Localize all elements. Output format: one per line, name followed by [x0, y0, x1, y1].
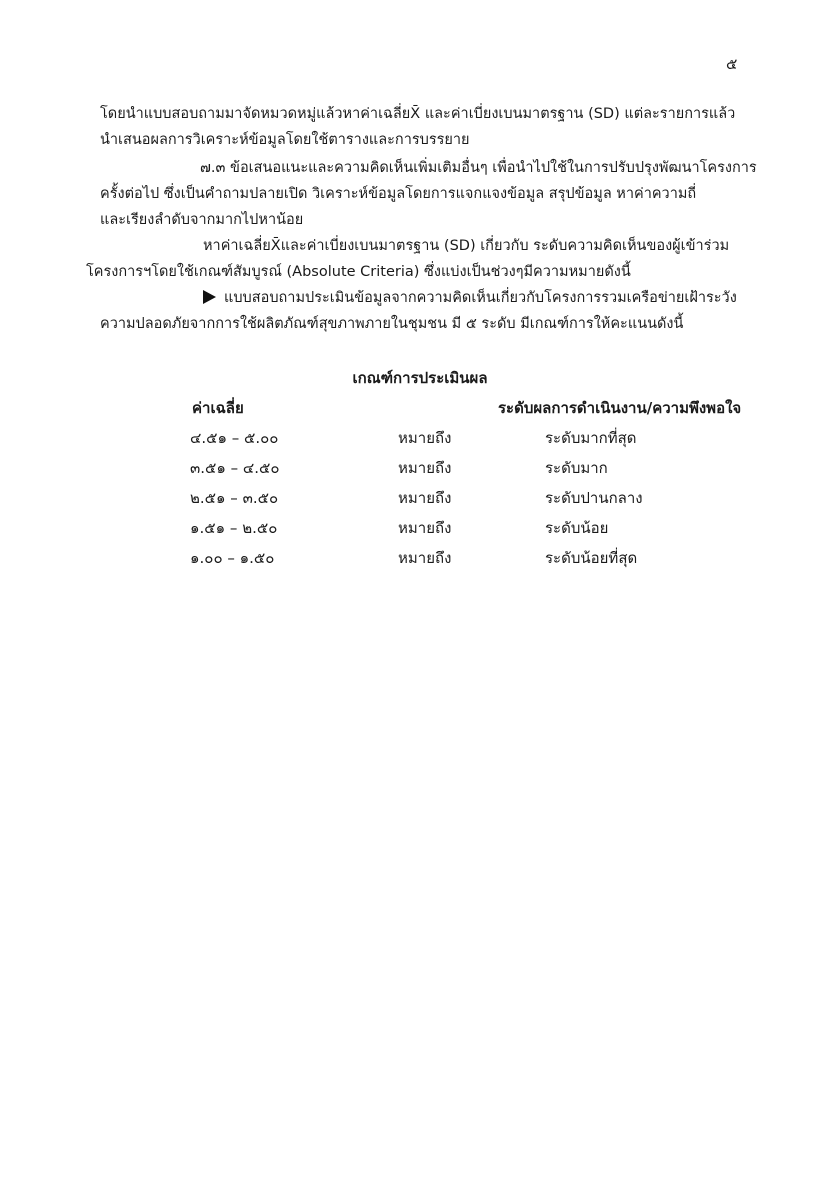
page-number: ๕: [726, 55, 738, 73]
range-cell: ๑.๕๑ – ๒.๕๐: [190, 519, 278, 537]
bullet-line: [203, 288, 737, 308]
meaning-cell: หมายถึง: [398, 549, 452, 567]
meaning-cell: หมายถึง: [398, 459, 452, 477]
level-cell: ระดับน้อยที่สุด: [545, 549, 638, 567]
range-cell: ๔.๕๑ – ๕.๐๐: [190, 429, 279, 447]
criteria-row: [0, 546, 840, 572]
column-header-mean: ค่าเฉลี่ย: [192, 399, 244, 417]
level-cell: ระดับปานกลาง: [545, 489, 643, 507]
column-header-level: ระดับผลการดำเนินงาน/ความพึงพอใจ: [498, 399, 742, 417]
level-cell: ระดับมากที่สุด: [545, 429, 637, 447]
criteria-row: [0, 486, 840, 512]
range-cell: ๒.๕๑ – ๓.๕๐: [190, 489, 279, 507]
range-cell: ๓.๕๑ – ๔.๕๐: [190, 459, 280, 477]
paragraph-line: และเรียงลำดับจากมากไปหาน้อย: [100, 212, 304, 228]
level-cell: ระดับมาก: [545, 459, 608, 477]
criteria-row: [0, 456, 840, 482]
paragraph-line: ครั้งต่อไป ซึ่งเป็นคำถามปลายเปิด วิเคราะห์ข้อมูลโดยการแจกแจงข้อมูล สรุปข้อมูล หาค่าความถี่: [100, 186, 697, 202]
paragraph-line: ความปลอดภัยจากการใช้ผลิตภัณฑ์สุขภาพภายในชุมชน มี ๕ ระดับ มีเกณฑ์การให้คะแนนดังนี้: [100, 316, 684, 332]
level-cell: ระดับน้อย: [545, 519, 609, 537]
meaning-cell: หมายถึง: [398, 489, 452, 507]
paragraph-line: แบบสอบถามประเมินข้อมูลจากความคิดเห็นเกี่ยวกับโครงการรวมเครือข่ายเฝ้าระวัง: [224, 290, 737, 306]
paragraph-line: นำเสนอผลการวิเคราะห์ข้อมูลโดยใช้ตารางและการบรรยาย: [100, 132, 470, 148]
paragraph-line: ๗.๓ ข้อเสนอแนะและความคิดเห็นเพิ่มเติมอื่นๆ เพื่อนำไปใช้ในการปรับปรุงพัฒนาโครงการ: [200, 160, 757, 176]
paragraph-line: หาค่าเฉลี่ยX̄และค่าเบี่ยงเบนมาตรฐาน (SD) เกี่ยวกับ ระดับความคิดเห็นของผู้เข้าร่วม: [203, 238, 730, 254]
criteria-row: [0, 516, 840, 542]
meaning-cell: หมายถึง: [398, 519, 452, 537]
paragraph-line: โดยนำแบบสอบถามมาจัดหมวดหมู่แล้วหาค่าเฉลี่ยX̄ และค่าเบี่ยงเบนมาตรฐาน (SD) แต่ละรายการแล้ว: [100, 106, 736, 122]
paragraph-line: โครงการฯโดยใช้เกณฑ์สัมบูรณ์ (Absolute Criteria) ซึ่งแบ่งเป็นช่วงๆมีความหมายดังนี้: [86, 264, 631, 280]
arrow-bullet-icon: [203, 290, 216, 304]
meaning-cell: หมายถึง: [398, 429, 452, 447]
range-cell: ๑.๐๐ – ๑.๕๐: [190, 549, 275, 567]
criteria-heading: เกณฑ์การประเมินผล: [352, 369, 488, 387]
criteria-row: [0, 426, 840, 452]
